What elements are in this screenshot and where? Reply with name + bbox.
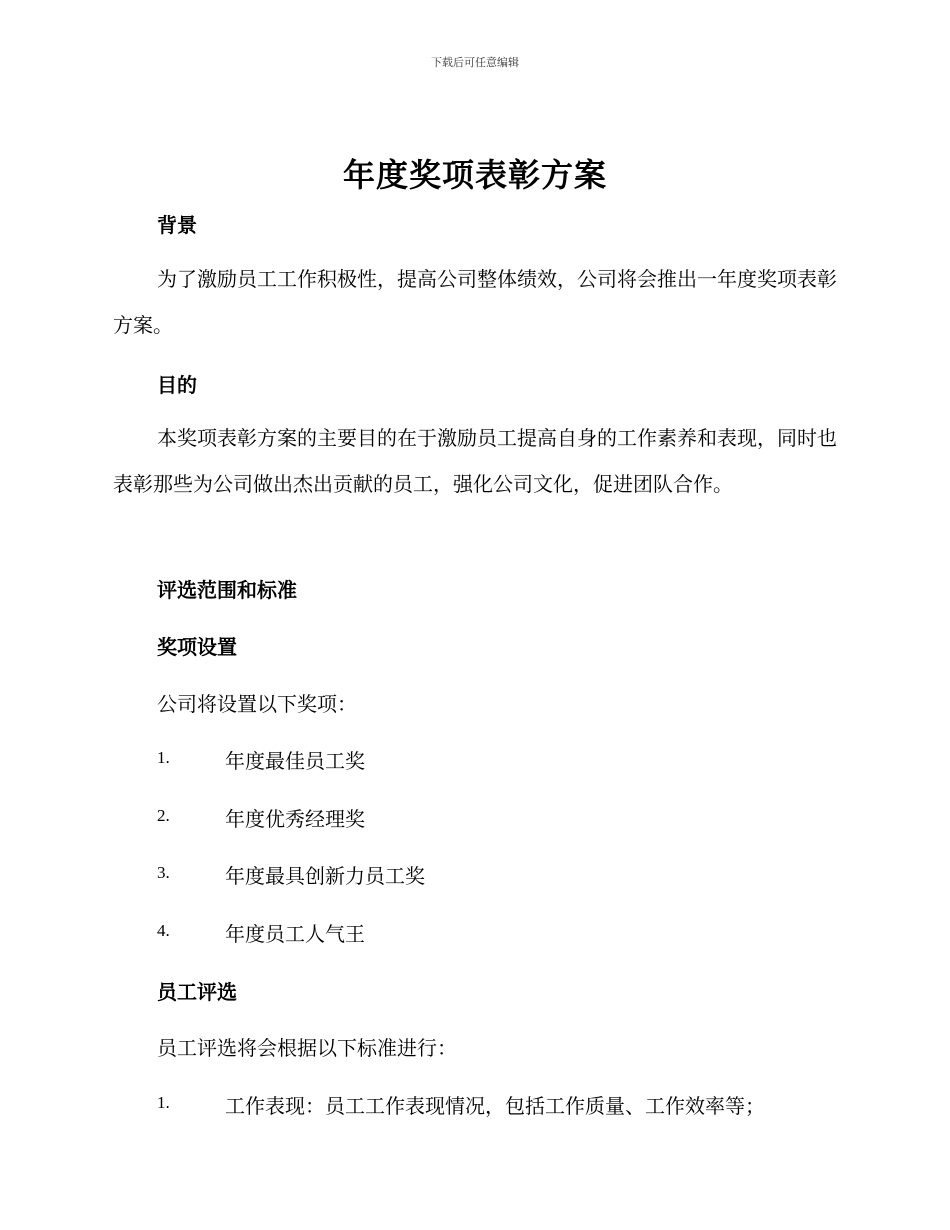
list-item-number: 3. — [157, 863, 170, 882]
heading-selection: 员工评选 — [157, 980, 237, 1004]
list-item-number: 1. — [157, 748, 170, 767]
list-item-number: 4. — [157, 921, 170, 940]
document-title: 年度奖项表彰方案 — [342, 156, 607, 194]
list-item-text: 年度优秀经理奖 — [225, 807, 365, 831]
heading-purpose: 目的 — [157, 373, 197, 397]
selection-intro: 员工评选将会根据以下标准进行： — [157, 1036, 457, 1060]
list-item-text: 年度最佳员工奖 — [225, 749, 365, 773]
heading-awards: 奖项设置 — [157, 635, 237, 659]
heading-background: 背景 — [157, 213, 197, 237]
list-item-number: 2. — [157, 806, 170, 825]
awards-intro: 公司将设置以下奖项： — [157, 692, 357, 716]
list-item-number: 1. — [157, 1093, 170, 1112]
heading-scope: 评选范围和标准 — [157, 578, 297, 602]
list-item-text: 工作表现：员工工作表现情况，包括工作质量、工作效率等； — [225, 1094, 765, 1118]
list-item-text: 年度员工人气王 — [225, 922, 365, 946]
paragraph-purpose: 本奖项表彰方案的主要目的在于激励员工提高自身的工作素养和表现，同时也表彰那些为公司做出杰出贡献的员工，强化公司文化，促进团队合作。 — [113, 426, 837, 496]
paragraph-background: 为了激励员工工作积极性，提高公司整体绩效，公司将会推出一年度奖项表彰方案。 — [113, 267, 837, 337]
header-note: 下载后可任意编辑 — [431, 56, 519, 69]
list-item-text: 年度最具创新力员工奖 — [225, 864, 425, 888]
